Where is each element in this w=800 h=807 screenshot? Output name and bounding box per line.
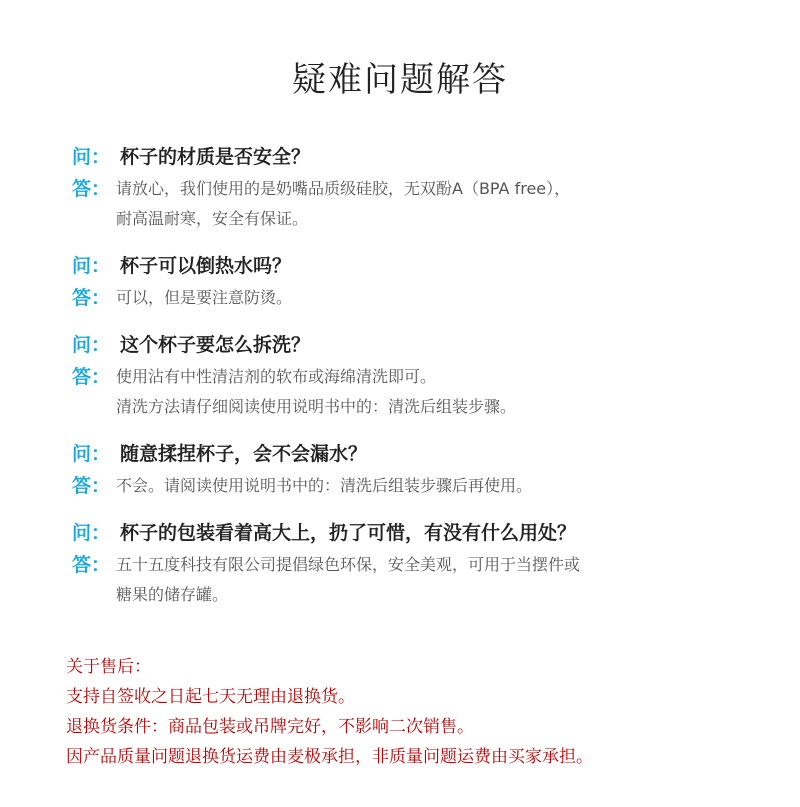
faq-item <box>72 140 772 234</box>
question-row <box>72 140 772 174</box>
answer-label: 答： <box>72 178 111 200</box>
answer-line: 不会。请阅读使用说明书中的：清洗后组装步骤后再使用。 <box>116 476 533 495</box>
page-title: 疑难问题解答 <box>292 60 508 100</box>
answer-line: 请放心，我们使用的是奶嘴品质级硅胶，无双酚A（BPA free）， <box>116 179 571 198</box>
question-row <box>72 516 772 550</box>
answer-row <box>72 283 772 313</box>
answer-row <box>72 471 772 501</box>
answer-row <box>72 550 772 610</box>
answer-line: 五十五度科技有限公司提倡绿色环保，安全美观，可用于当摆件或 <box>116 555 581 574</box>
faq-item <box>72 249 772 313</box>
after-sales-line: 因产品质量问题退换货运费由麦极承担，非质量问题运费由买家承担。 <box>66 747 593 767</box>
answer-line: 清洗方法请仔细阅读使用说明书中的：清洗后组装步骤。 <box>116 397 517 416</box>
question-row <box>72 249 772 283</box>
question-text: 杯子的材质是否安全？ <box>120 146 311 168</box>
answer-line: 使用沾有中性清洁剂的软布或海绵清洗即可。 <box>116 367 437 386</box>
question-label: 问： <box>72 522 111 544</box>
faq-item <box>72 437 772 501</box>
after-sales-line: 退换货条件：商品包装或吊牌完好，不影响二次销售。 <box>66 717 474 737</box>
question-row <box>72 328 772 362</box>
question-label: 问： <box>72 146 111 168</box>
question-text: 随意揉捏杯子，会不会漏水？ <box>120 443 368 465</box>
answer-row <box>72 362 772 422</box>
after-sales-section <box>66 652 593 772</box>
question-label: 问： <box>72 443 111 465</box>
answer-line: 耐高温耐寒，安全有保证。 <box>116 209 309 228</box>
question-text: 这个杯子要怎么拆洗？ <box>120 334 311 356</box>
faq-list <box>72 140 772 625</box>
question-row <box>72 437 772 471</box>
answer-label: 答： <box>72 366 111 388</box>
faq-item <box>72 516 772 610</box>
question-text: 杯子可以倒热水吗？ <box>120 255 292 277</box>
answer-label: 答： <box>72 554 111 576</box>
question-text: 杯子的包装看着高大上，扔了可惜，有没有什么用处？ <box>120 522 577 544</box>
answer-row <box>72 174 772 234</box>
after-sales-line: 支持自签收之日起七天无理由退换货。 <box>66 687 355 707</box>
question-label: 问： <box>72 334 111 356</box>
answer-label: 答： <box>72 287 111 309</box>
answer-line: 糖果的储存罐。 <box>116 585 229 604</box>
answer-line: 可以，但是要注意防烫。 <box>116 288 293 307</box>
answer-label: 答： <box>72 475 111 497</box>
question-label: 问： <box>72 255 111 277</box>
faq-item <box>72 328 772 422</box>
after-sales-heading: 关于售后： <box>66 657 151 677</box>
